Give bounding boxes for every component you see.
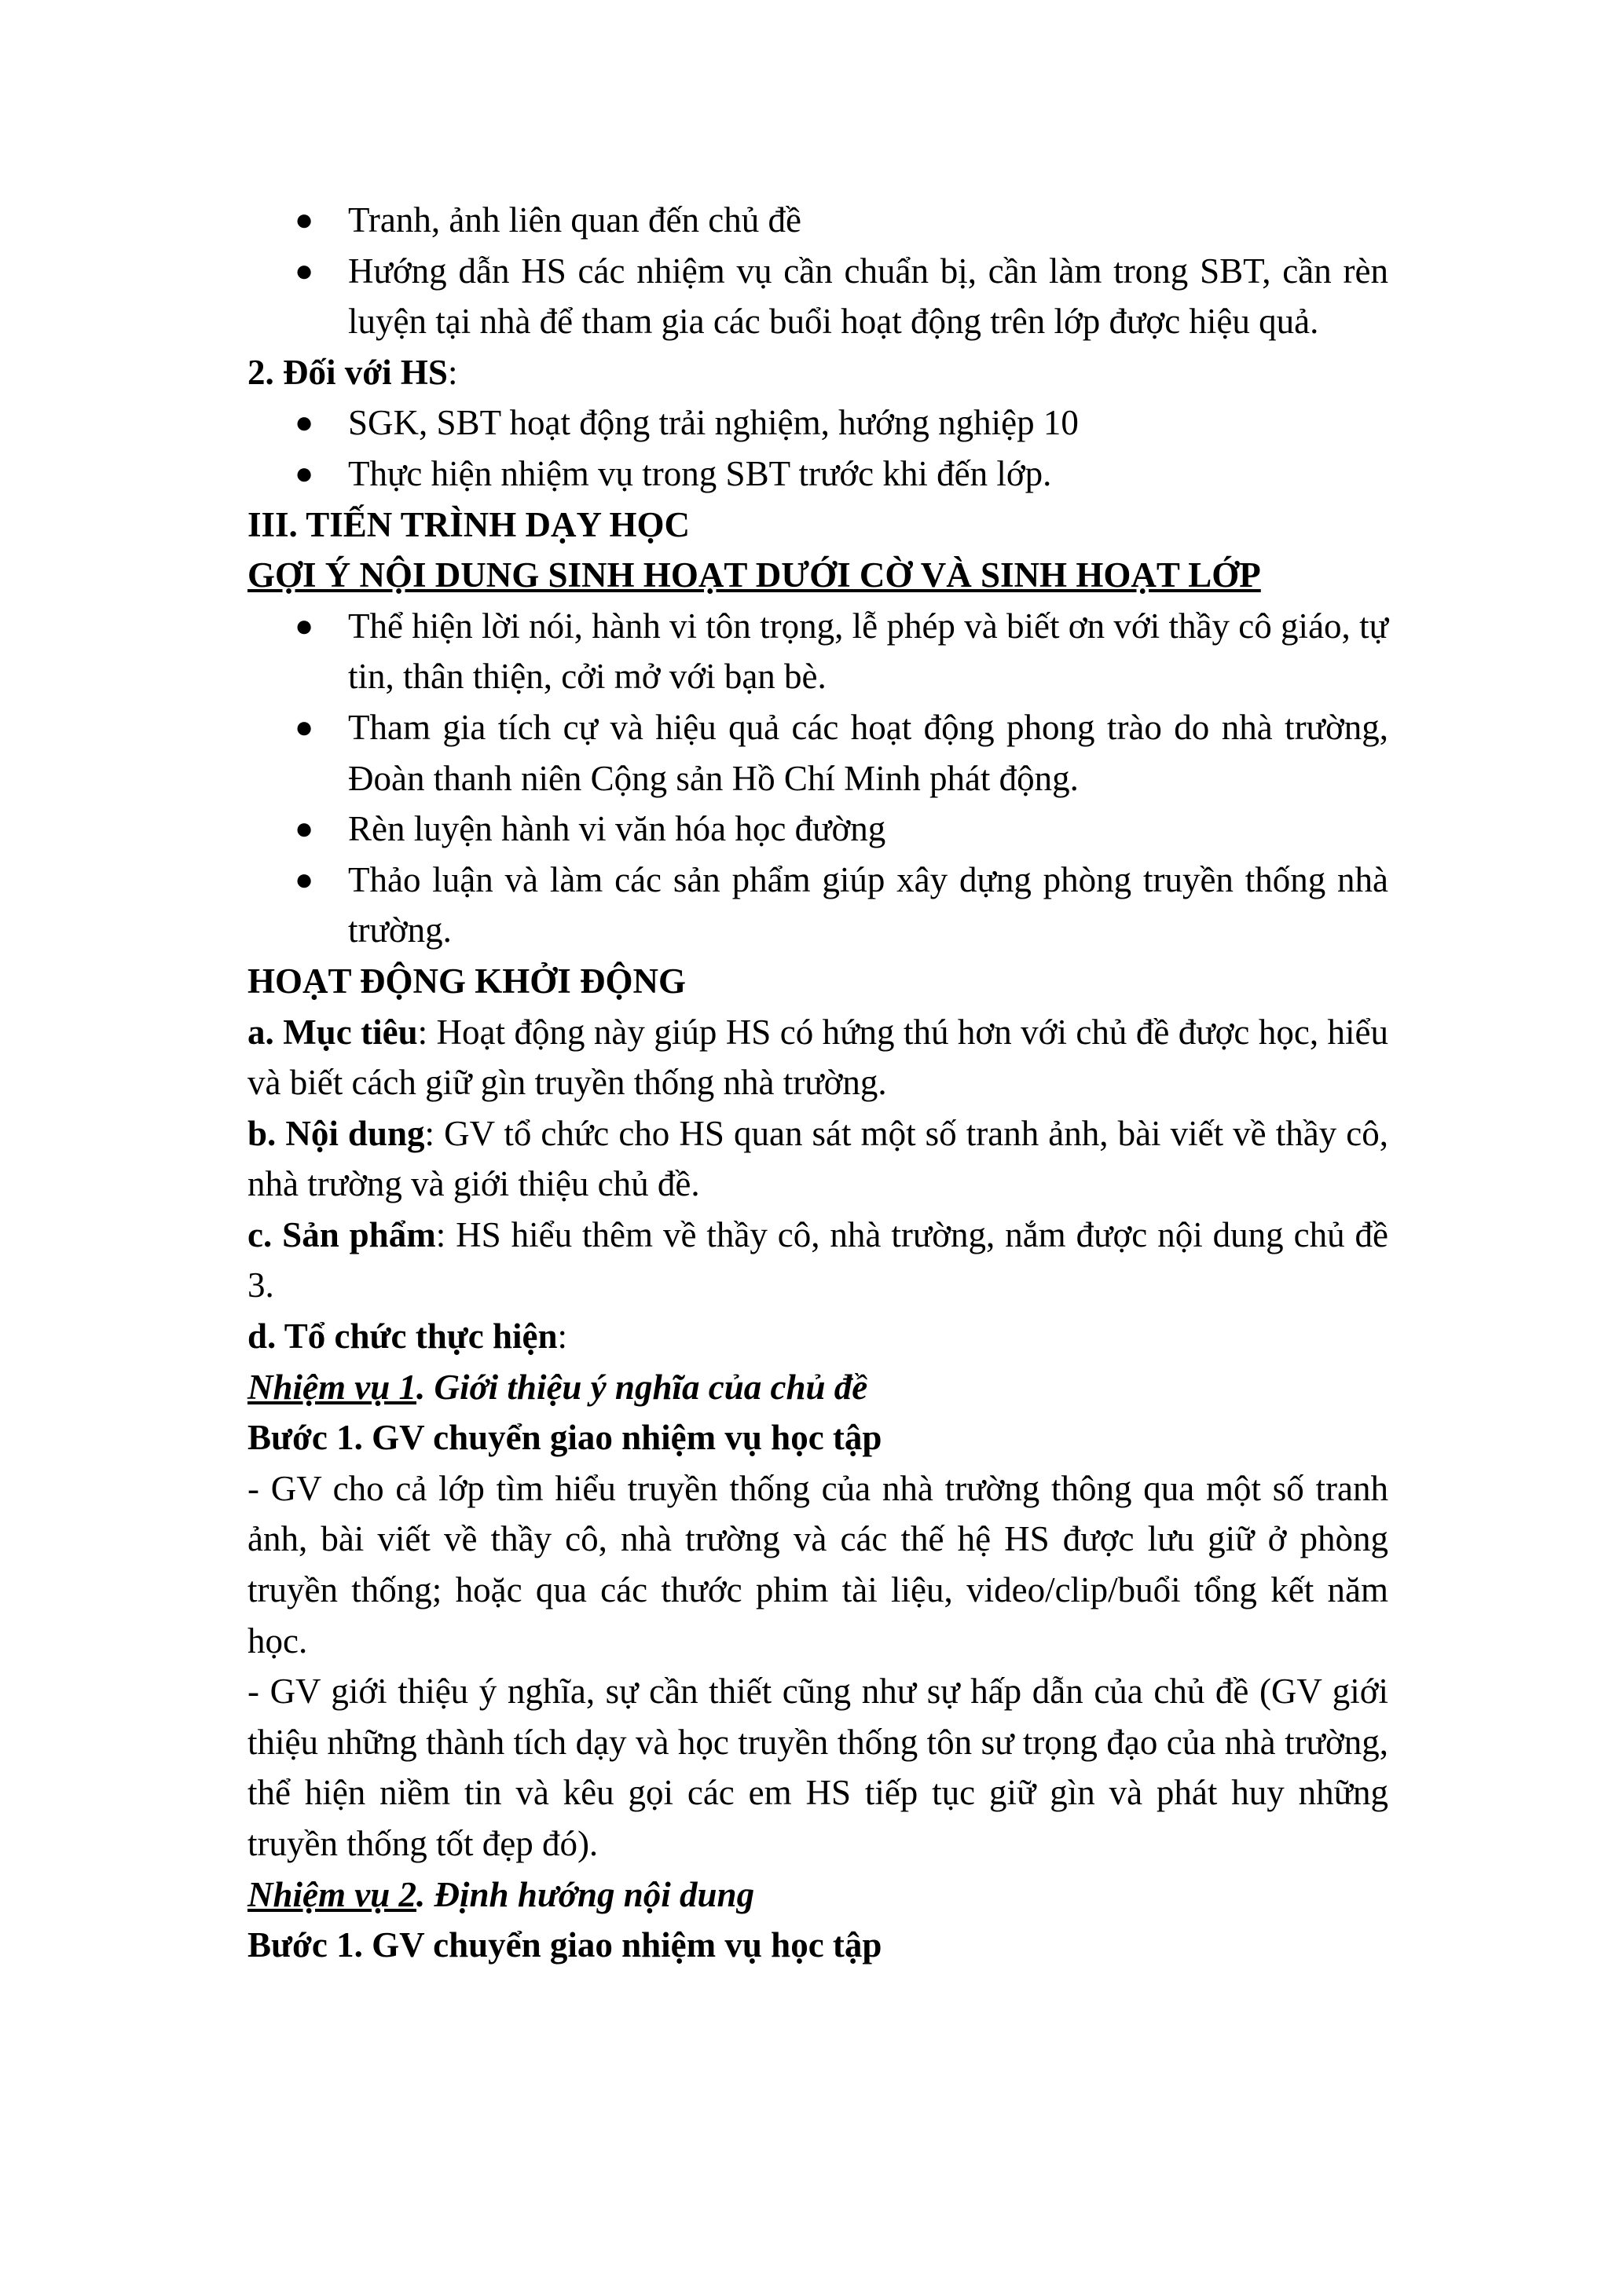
hs-heading — [247, 347, 1388, 398]
task1-heading — [247, 1362, 1388, 1413]
task1-paragraph: - GV cho cả lớp tìm hiểu truyền thống của nhà trường thông qua một số tranh ảnh, bài viết về thầy cô, nhà trường và các thế hệ HS được lưu giữ ở phòng truyền thống; hoặc qua các thước phim tài liệu, video/clip/buổi tổng kết năm học. — [247, 1468, 1388, 1661]
warmup-heading: HOẠT ĐỘNG KHỞI ĐỘNG — [247, 961, 686, 1001]
list-item-text: Thực hiện nhiệm vụ trong SBT trước khi đến lớp. — [348, 453, 1052, 493]
section-heading: III. TIẾN TRÌNH DẠY HỌC — [247, 504, 691, 544]
list-item — [247, 449, 1388, 500]
bullet-icon: ● — [295, 202, 314, 237]
content-label: b. Nội dung — [247, 1113, 425, 1153]
colon: : — [557, 1316, 567, 1357]
content-text: : GV tổ chức cho HS quan sát một số tranh ảnh, bài viết về thầy cô, nhà trường và giới thiệu chủ đề. — [247, 1113, 1389, 1204]
list-item-text: Thảo luận và làm các sản phẩm giúp xây dựng phòng truyền thống nhà trường. — [348, 859, 1388, 950]
list-item — [247, 804, 1388, 855]
step1-heading: Bước 1. GV chuyển giao nhiệm vụ học tập — [247, 1925, 882, 1965]
bullet-icon: ● — [295, 252, 314, 288]
product-text: : HS hiểu thêm về thầy cô, nhà trường, nắm được nội dung chủ đề 3. — [247, 1214, 1388, 1305]
list-item — [247, 246, 1388, 347]
task1-paragraph: - GV giới thiệu ý nghĩa, sự cần thiết cũng như sự hấp dẫn của chủ đề (GV giới thiệu những thành tích dạy và học truyền thống tôn sư trọng đạo của nhà trường, thể hiện niềm tin và kêu gọi các em HS tiếp tục giữ gìn và phát huy những truyền thống tốt đẹp đó). — [247, 1672, 1388, 1863]
suggest-heading: GỢI Ý NỘI DUNG SINH HOẠT DƯỚI CỜ VÀ SINH HOẠT LỚP — [247, 555, 1261, 595]
product-paragraph — [247, 1210, 1388, 1311]
task1-title: . Giới thiệu ý nghĩa của chủ đề — [416, 1367, 868, 1407]
bullet-icon: ● — [295, 861, 314, 897]
suggest-list — [247, 601, 1388, 956]
step1-heading: Bước 1. GV chuyển giao nhiệm vụ học tập — [247, 1418, 882, 1458]
list-item — [247, 702, 1388, 804]
bullet-icon: ● — [295, 709, 314, 745]
list-item-text: Tranh, ảnh liên quan đến chủ đề — [348, 200, 801, 240]
task2-title: . Định hướng nội dung — [416, 1874, 755, 1914]
list-item — [247, 195, 1388, 246]
list-item-text: Thể hiện lời nói, hành vi tôn trọng, lễ phép và biết ơn với thầy cô giáo, tự tin, thân thiện, cởi mở với bạn bè. — [348, 606, 1388, 697]
task1-label: Nhiệm vụ 1 — [247, 1367, 417, 1407]
document-page — [247, 195, 1388, 1971]
org-label: d. Tổ chức thực hiện — [247, 1316, 558, 1357]
bullet-icon: ● — [295, 811, 314, 847]
hs-heading-text: 2. Đối với HS — [247, 352, 448, 392]
teacher-materials-list — [247, 195, 1388, 347]
list-item-text: Hướng dẫn HS các nhiệm vụ cần chuẩn bị, cần làm trong SBT, cần rèn luyện tại nhà để tham gia các buổi hoạt động trên lớp được hiệu quả. — [348, 251, 1388, 342]
list-item — [247, 397, 1388, 449]
list-item-text: Rèn luyện hành vi văn hóa học đường — [348, 809, 886, 849]
goal-text: : Hoạt động này giúp HS có hứng thú hơn với chủ đề được học, hiểu và biết cách giữ gìn truyền thống nhà trường. — [247, 1012, 1388, 1103]
colon: : — [447, 352, 458, 392]
goal-paragraph — [247, 1007, 1388, 1108]
list-item — [247, 855, 1388, 956]
task2-heading — [247, 1869, 1388, 1921]
list-item-text: Tham gia tích cự và hiệu quả các hoạt động phong trào do nhà trường, Đoàn thanh niên Cộng sản Hồ Chí Minh phát động. — [348, 707, 1388, 798]
list-item — [247, 601, 1388, 702]
bullet-icon: ● — [295, 405, 314, 441]
list-item-text: SGK, SBT hoạt động trải nghiệm, hướng nghiệp 10 — [348, 403, 1079, 443]
product-label: c. Sản phẩm — [247, 1214, 436, 1254]
goal-label: a. Mục tiêu — [247, 1012, 418, 1052]
bullet-icon: ● — [295, 607, 314, 643]
org-paragraph — [247, 1311, 1388, 1362]
student-materials-list — [247, 397, 1388, 499]
content-paragraph — [247, 1108, 1388, 1210]
bullet-icon: ● — [295, 455, 314, 491]
task2-label: Nhiệm vụ 2 — [247, 1874, 417, 1914]
